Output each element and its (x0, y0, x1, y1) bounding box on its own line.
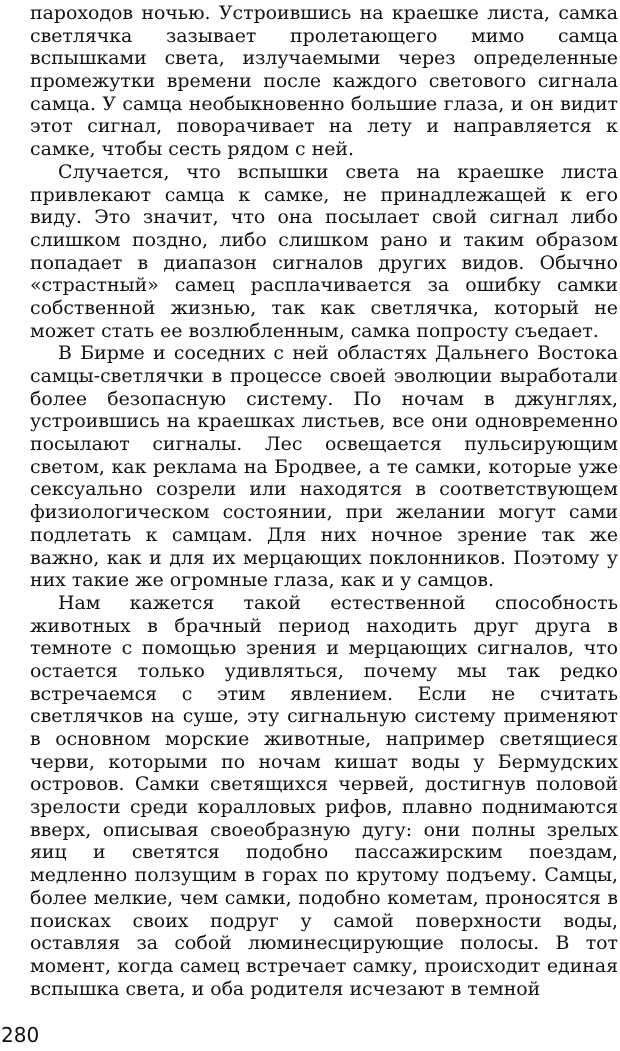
page-number: 280 (1, 1023, 40, 1047)
paragraph: В Бирме и соседних с ней областях Дальнего Востока самцы-светлячки в процессе своей эволюции выработали более безопасную систему. По ночам в джунглях, устроившись на краешках листьев, все они одновременно посылают сигналы. Лес освещается пульсирующим светом, как реклама на Бродвее, а те самки, которые уже сексуально созрели или находятся в соответствующем физиологическом состоянии, при желании могут сами подлетать к самцам. Для них ночное зрение так же важно, как и для их мерцающих поклонников. Поэтому у них такие же огромные глаза, как и у самцов. (30, 342, 618, 592)
paragraph: Нам кажется такой естественной способность животных в брачный период находить друг друга в темноте с помощью зрения и мерцающих сигналов, что остается только удивляться, почему мы так редко встречаемся с этим явлением. Если не считать светлячков на суше, эту сигнальную систему применяют в основном морские животные, например светящиеся черви, которыми по ночам кишат воды у Бермудских островов. Самки светящихся червей, достигнув половой зрелости среди коралловых рифов, плавно поднимаются вверх, описывая своеобразную дугу: они полны зрелых яиц и светятся подобно пассажирским поездам, медленно ползущим в горах по крутому подъему. Самцы, более мелкие, чем самки, подобно кометам, проносятся в поисках своих подруг у самой поверхности воды, оставляя за собой люминесцирующие полосы. В тот момент, когда самец встречает самку, происходит единая вспышка света, и оба родителя исчезают в темной (30, 591, 618, 1000)
page-text (30, 2, 618, 1000)
paragraph: Случается, что вспышки света на краешке листа привлекают самца к самке, не принадлежащей к его виду. Это значит, что она посылает свой сигнал либо слишком поздно, либо слишком рано и таким образом попадает в диапазон сигналов других видов. Обычно «страстный» самец расплачивается за ошибку самки собственной жизнью, так как светлячка, который не может стать ее возлюбленным, самка попросту съедает. (30, 160, 618, 342)
paragraph-continued: пароходов ночью. Устроившись на краешке листа, самка светлячка зазывает пролетающего мимо самца вспышками света, излучаемыми через определенные промежутки времени после каждого светового сигнала самца. У самца необыкновенно большие глаза, и он видит этот сигнал, поворачивает на лету и направляется к самке, чтобы сесть рядом с ней. (30, 2, 618, 161)
